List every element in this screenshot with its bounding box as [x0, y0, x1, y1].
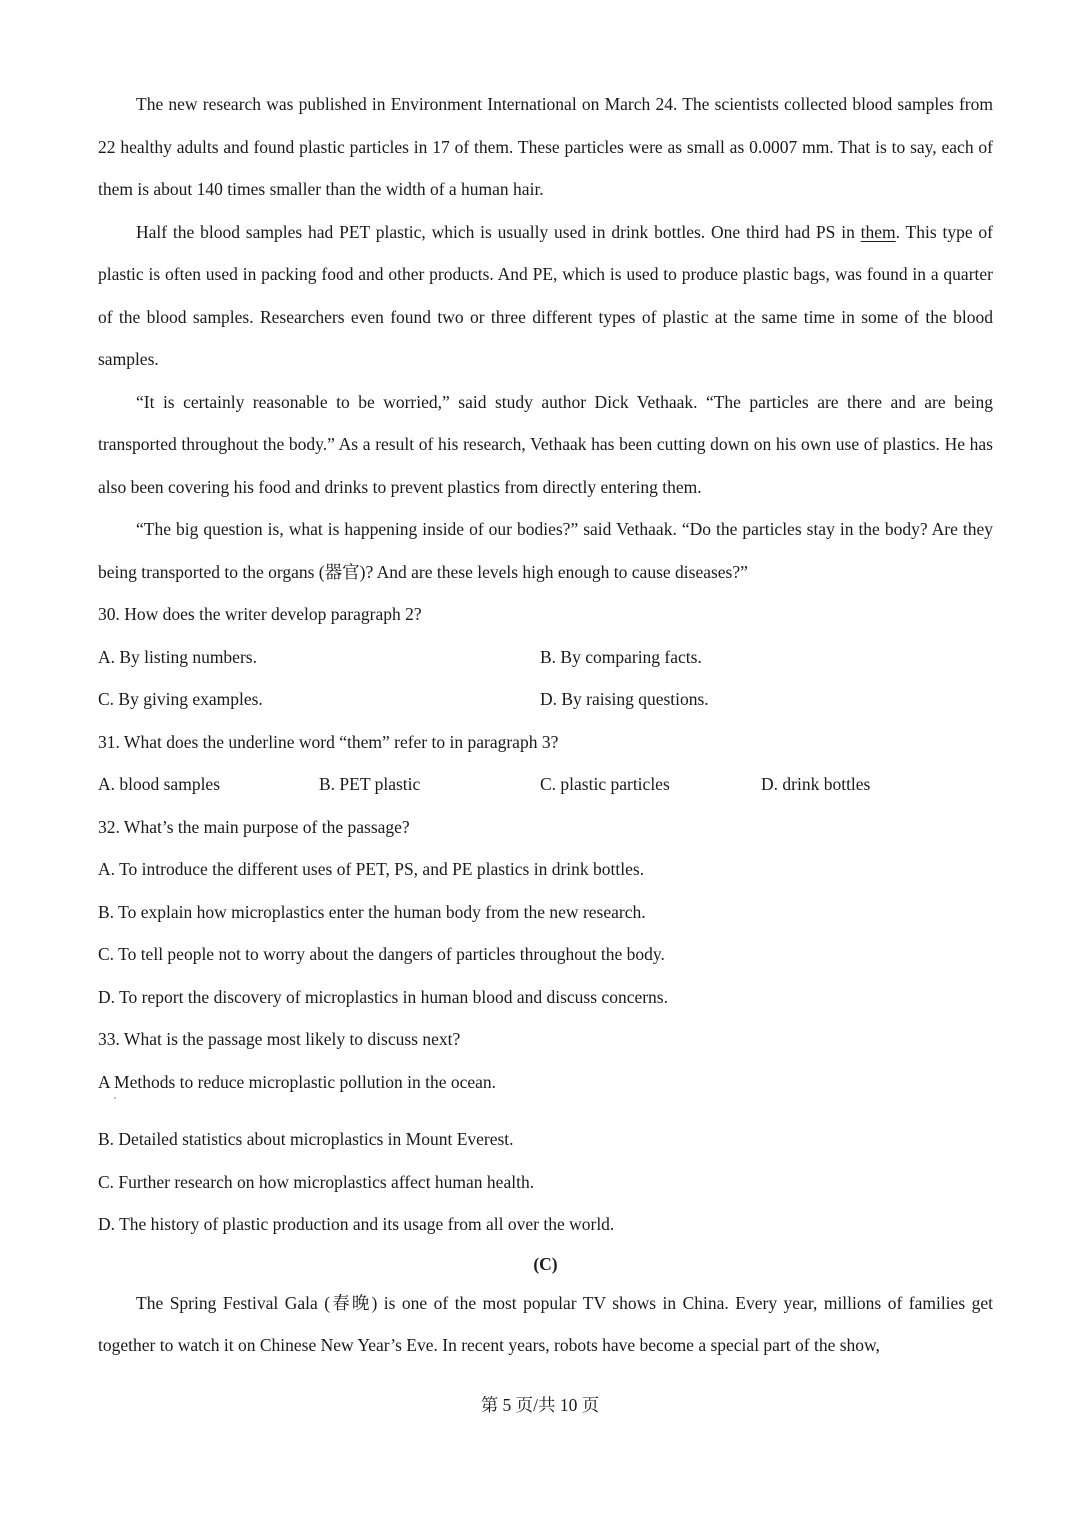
- exam-page: [98, 83, 993, 1367]
- scan-speck: [114, 1097, 116, 1099]
- question-30-option-a: A. By listing numbers.: [98, 646, 257, 667]
- question-30-stem: 30. How does the writer develop paragraph 2?: [98, 604, 422, 624]
- question-30-option-b: B. By comparing facts.: [540, 646, 702, 667]
- question-33-option-b: B. Detailed statistics about microplastics in Mount Everest.: [98, 1129, 514, 1149]
- page-footer: 第 5 页/共 10 页: [480, 1395, 600, 1415]
- question-31-option-d: D. drink bottles: [761, 774, 871, 794]
- question-31-stem: 31. What does the underline word “them” refer to in paragraph 3?: [98, 731, 559, 752]
- question-31-option-b: B. PET plastic: [319, 774, 421, 794]
- passage-paragraph-3: “It is certainly reasonable to be worried,” said study author Dick Vethaak. “The particles are there and are being transported throughout the body.” As a result of his research, Vethaak has been cutting down on his own use of plastics. He has also been covering his food and drinks to prevent plastics from directly entering them.: [98, 391, 993, 497]
- question-33-option-a: A Methods to reduce microplastic pollution in the ocean.: [98, 1071, 497, 1092]
- paragraph-2-text-before: Half the blood samples had PET plastic, which is usually used in drink bottles. One third had PS in: [136, 221, 861, 242]
- question-32-option-a: A. To introduce the different uses of PET, PS, and PE plastics in drink bottles.: [98, 859, 645, 879]
- spacer: [98, 1103, 993, 1118]
- paragraph-2-text-after: . This type of plastic is often used in packing food and other products. And PE, which is used to produce plastic bags, was found in a quarter of the blood samples. Researchers even found two or three different types of plastic at the same time in some of the blood samples.: [98, 221, 993, 369]
- question-30-option-d: D. By raising questions.: [540, 689, 709, 709]
- section-c-paragraph-1: The Spring Festival Gala (春晚) is one of the most popular TV shows in China. Every year, millions of families get together to watch it on Chinese New Year’s Eve. In recent years, robots have become a special part of the show,: [98, 1292, 993, 1355]
- question-31-options: [98, 763, 993, 806]
- question-33-option-c: C. Further research on how microplastics affect human health.: [98, 1171, 535, 1192]
- question-30-options-row-1: [98, 636, 993, 679]
- passage-paragraph-1: The new research was published in Environment International on March 24. The scientists collected blood samples from 22 healthy adults and found plastic particles in 17 of them. These particles were as small as 0.0007 mm. That is to say, each of them is about 140 times smaller than the width of a human hair.: [98, 94, 993, 199]
- question-30-option-c: C. By giving examples.: [98, 689, 263, 709]
- question-30-options-row-2: [98, 678, 993, 721]
- passage-paragraph-4: “The big question is, what is happening inside of our bodies?” said Vethaak. “Do the particles stay in the body? Are they being transported to the organs (器官)? And are these levels high enough to cause diseases?”: [98, 519, 993, 582]
- question-32-stem: 32. What’s the main purpose of the passage?: [98, 816, 410, 837]
- passage-paragraph-2: [98, 211, 993, 381]
- underlined-word-them: them: [860, 221, 896, 242]
- question-32-option-b: B. To explain how microplastics enter the human body from the new research.: [98, 901, 646, 922]
- question-32-option-c: C. To tell people not to worry about the dangers of particles throughout the body.: [98, 944, 665, 964]
- question-33-stem: 33. What is the passage most likely to discuss next?: [98, 1029, 461, 1049]
- question-32-option-d: D. To report the discovery of microplastics in human blood and discuss concerns.: [98, 986, 668, 1007]
- question-33-option-d: D. The history of plastic production and its usage from all over the world.: [98, 1214, 615, 1234]
- section-c-heading: (C): [533, 1253, 558, 1274]
- question-31-option-c: C. plastic particles: [540, 774, 670, 794]
- question-31-option-a: A. blood samples: [98, 774, 221, 794]
